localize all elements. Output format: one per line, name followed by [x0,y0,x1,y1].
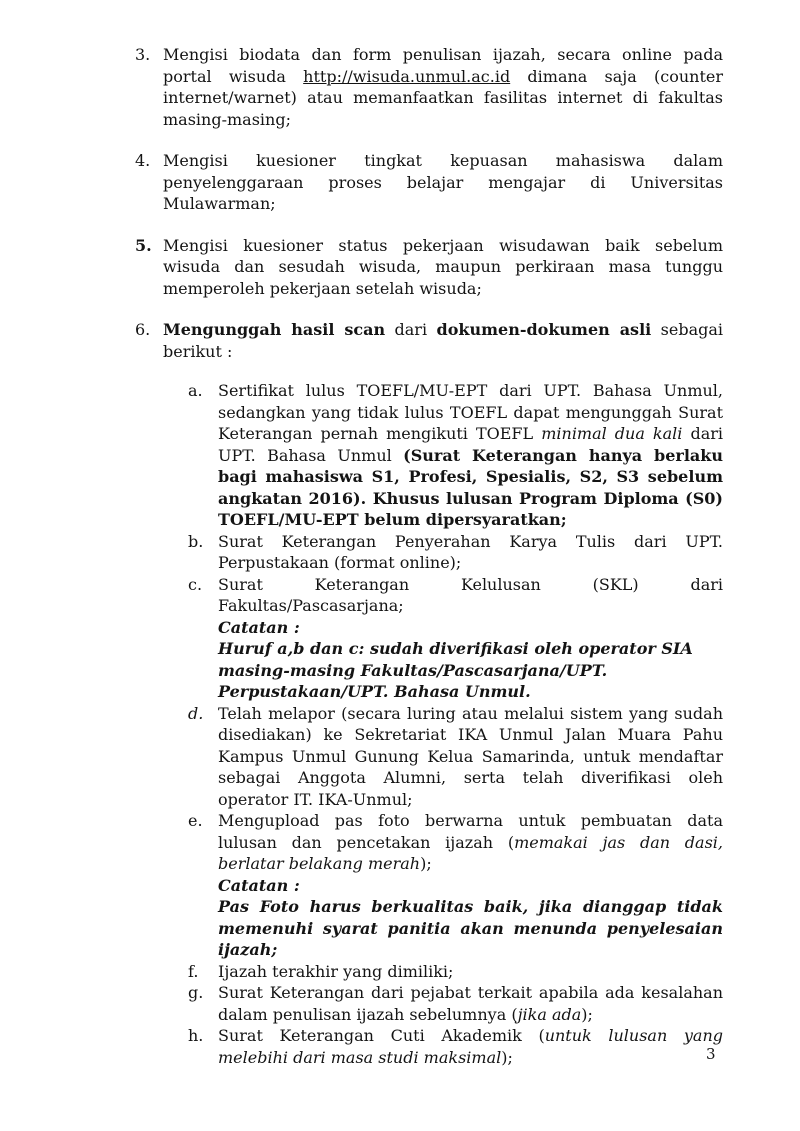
text-run: dimana saja (counter internet/warnet) atau memanfaatkan fasilitas internet di fakultas masing-masing; [163,66,724,129]
item-text [218,810,723,961]
item-text [163,44,723,130]
text-run: Mengisi kuesioner status pekerjaan wisudawan baik sebelum wisuda dan sesudah wisuda, maupun perkiraan masa tunggu memperoleh pekerjaan setelah wisuda; [163,235,723,298]
note-line [218,660,723,682]
text-run: Perpustakaan/UPT. Bahasa Unmul. [218,682,531,701]
lettered-list-item [188,574,723,703]
numbered-list-item [135,235,723,300]
item-marker: e. [188,811,203,830]
lettered-list-item [188,703,723,811]
text-run: ); [420,854,432,873]
text-run: Mengunggah hasil scan [163,320,386,339]
lettered-list-item [188,531,723,574]
text-run: ); [501,1047,513,1067]
item-text [218,982,723,1025]
lettered-list-item [188,810,723,961]
item-text [218,703,723,811]
item-marker: 5. [135,235,152,255]
item-text [218,1025,723,1068]
requirements-list [135,44,723,362]
note-line [218,617,723,639]
text-run: Surat Keterangan Cuti Akademik ( [218,1026,545,1045]
note-line [218,638,723,660]
note-line [218,681,723,703]
item-marker: 4. [135,151,151,170]
text-run: untuk lulusan yang melebihi dari masa studi maksimal [218,1026,724,1067]
text-run: Huruf a,b dan c: sudah diverifikasi oleh operator SIA [218,639,693,658]
text-run: Telah melapor (secara luring atau melalui sistem yang sudah disediakan) ke Sekretariat IKA Unmul Jalan Muara Pahu Kampus Unmul Gunung Kelua Samarinda, untuk mendaftar sebagai Anggota Alumni, serta telah diverifikasi oleh operator IT. IKA-Unmul; [218,703,723,809]
text-run: dari UPT. Bahasa Unmul [218,424,723,465]
wisuda-portal-link[interactable]: http://wisuda.unmul.ac.id [303,66,511,86]
text-run: minimal dua kali [541,424,683,443]
text-run: dokumen-dokumen asli [436,320,652,339]
lettered-list-item [188,380,723,531]
item-marker: 3. [135,45,151,64]
item-text [218,380,723,531]
item-text [218,574,723,703]
item-marker: d. [188,703,204,723]
text-run: Surat Keterangan dari pejabat terkait apabila ada kesalahan dalam penulisan ijazah sebelumnya ( [218,983,723,1024]
item-marker: g. [188,983,204,1002]
note-line [218,896,723,961]
item-marker: f. [188,961,199,981]
text-run: masing-masing Fakultas/Pascasarjana/UPT. [218,660,608,680]
text-run: dari [385,320,437,339]
item-text [218,961,723,983]
item-marker: a. [188,381,203,400]
text-run: Surat Keterangan Penyerahan Karya Tulis dari UPT. Perpustakaan (format online); [218,531,723,572]
text-run: memakai jas dan dasi, berlatar belakang merah [218,832,723,873]
text-run: Pas Foto harus berkualitas baik, jika dianggap tidak memenuhi syarat panitia akan menunda penyelesaian ijazah; [218,897,723,959]
item-text [163,150,723,215]
text-run: Mengisi kuesioner tingkat kepuasan mahasiswa dalam penyelenggaraan proses belajar mengajar di Universitas Mulawarman; [163,151,723,213]
item-marker: h. [188,1026,204,1045]
note-line [218,875,723,897]
text-run: sebagai berikut : [163,320,724,361]
text-run: (Surat Keterangan hanya berlaku bagi mahasiswa S1, Profesi, Spesialis, S2, S3 sebelum angkatan 2016). Khusus lulusan Program Diploma (S0) TOEFL/MU-EPT belum dipersyaratkan; [218,445,723,529]
numbered-list-item [135,319,723,362]
text-run: Ijazah terakhir yang dimiliki; [218,961,454,981]
item-marker: c. [188,574,203,594]
item-text [163,319,723,362]
text-run: Sertifikat lulus TOEFL/MU-EPT dari UPT. Bahasa Unmul, sedangkan yang tidak lulus TOEFL dapat mengunggah Surat Keterangan pernah mengikuti TOEFL [218,381,723,443]
lettered-list-item [188,982,723,1025]
lettered-list-item [188,1025,723,1068]
text-run: Mengupload pas foto berwarna untuk pembuatan data lulusan dan pencetakan ijazah ( [218,811,723,852]
text-run: Mengisi biodata dan form penulisan ijazah, secara online pada portal wisuda [163,45,723,86]
item-marker: 6. [135,320,151,339]
text-run: jika ada [517,1004,582,1024]
lettered-list-item [188,961,723,983]
item-marker: b. [188,531,204,551]
numbered-list-item [135,150,723,215]
item-text [218,531,723,574]
text-run: ); [581,1004,593,1024]
text-run: Surat Keterangan Kelulusan (SKL) dari Fakultas/Pascasarjana; [218,574,723,615]
text-run: Catatan : [218,617,300,637]
documents-sublist [135,380,723,1068]
text-run: Catatan : [218,875,300,895]
item-text [163,235,723,300]
numbered-list-item [135,44,723,130]
page-number: 3 [706,1045,716,1063]
